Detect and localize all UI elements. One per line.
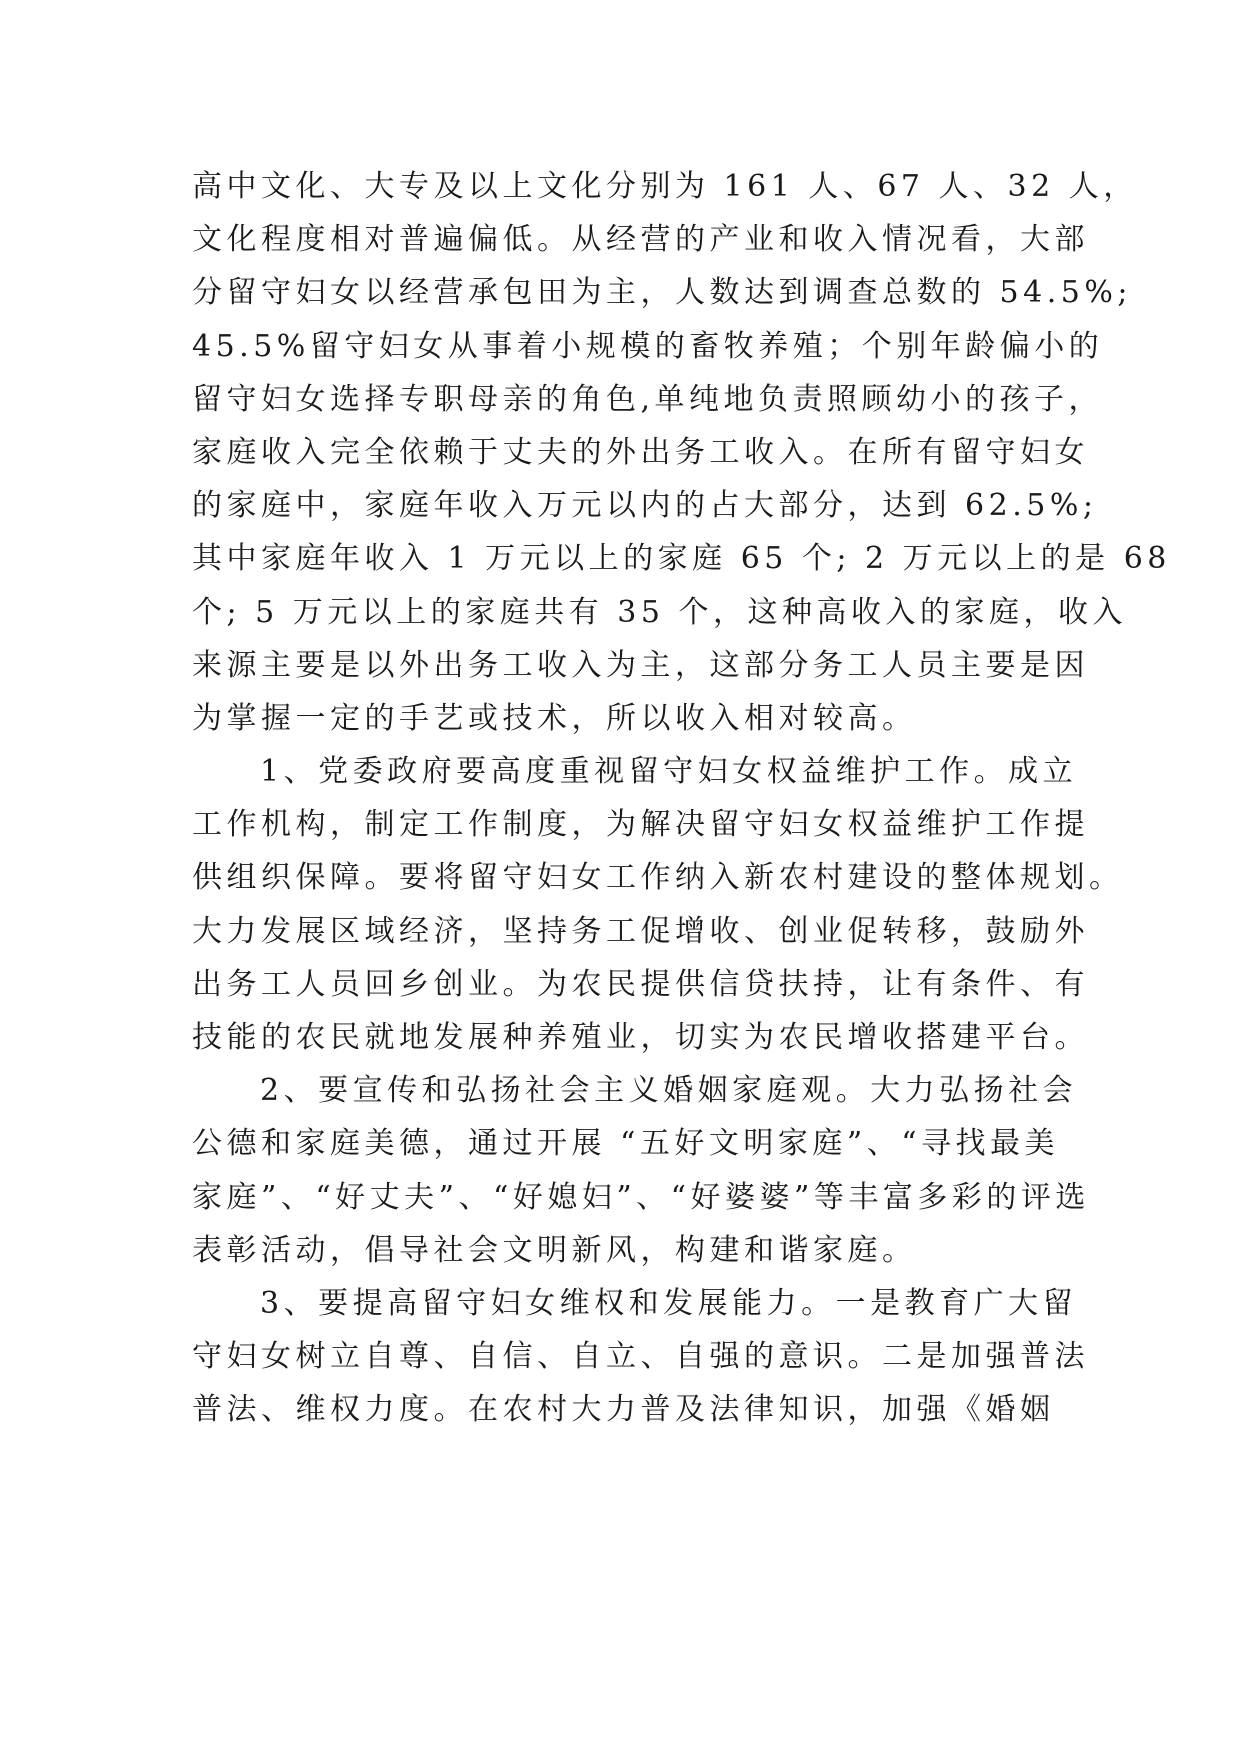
text-line: 出务工人员回乡创业。为农民提供信贷扶持，让有条件、有 xyxy=(192,966,1089,1002)
text-line: 分留守妇女以经营承包田为主，人数达到调查总数的 54.5%; xyxy=(192,275,1132,311)
text-line: 文化程度相对普遍偏低。从经营的产业和收入情况看，大部 xyxy=(192,222,1089,258)
text-line: 家庭”、“好丈夫”、“好媳妇”、“好婆婆”等丰富多彩的评选 xyxy=(192,1179,1090,1215)
paragraph-3-start: 3、要提高留守妇女维权和发展能力。一是教育广大留 xyxy=(260,1285,1078,1321)
text-line: 普法、维权力度。在农村大力普及法律知识，加强《婚姻 xyxy=(192,1392,1055,1428)
text-line: 其中家庭年收入 1 万元以上的家庭 65 个; 2 万元以上的是 68 xyxy=(192,541,1171,577)
paragraph-2-start: 2、要宣传和弘扬社会主义婚姻家庭观。大力弘扬社会 xyxy=(260,1073,1078,1109)
text-line: 留守妇女选择专职母亲的角色,单纯地负责照顾幼小的孩子， xyxy=(192,381,1104,417)
text-line: 45.5%留守妇女从事着小规模的畜牧养殖；个别年龄偏小的 xyxy=(192,328,1104,364)
text-line: 守妇女树立自尊、自信、自立、自强的意识。二是加强普法 xyxy=(192,1339,1089,1375)
paragraph-1-start: 1、党委政府要高度重视留守妇女权益维护工作。成立 xyxy=(260,754,1078,790)
text-line: 工作机构，制定工作制度，为解决留守妇女权益维护工作提 xyxy=(192,807,1089,843)
text-line: 的家庭中，家庭年收入万元以内的占大部分，达到 62.5%; xyxy=(192,488,1098,524)
text-line: 个; 5 万元以上的家庭共有 35 个，这种高收入的家庭，收入 xyxy=(192,594,1128,630)
text-line: 为掌握一定的手艺或技术，所以收入相对较高。 xyxy=(192,700,917,736)
text-line: 家庭收入完全依赖于丈夫的外出务工收入。在所有留守妇女 xyxy=(192,434,1089,470)
text-line: 公德和家庭美德，通过开展 “五好文明家庭”、“寻找最美 xyxy=(192,1126,1060,1162)
text-line: 来源主要是以外出务工收入为主，这部分务工人员主要是因 xyxy=(192,647,1089,683)
text-line: 表彰活动，倡导社会文明新风，构建和谐家庭。 xyxy=(192,1232,917,1268)
text-line: 供组织保障。要将留守妇女工作纳入新农村建设的整体规划。 xyxy=(192,860,1124,896)
body-text xyxy=(192,160,1171,1437)
text-line: 高中文化、大专及以上文化分别为 161 人、67 人、32 人， xyxy=(192,169,1138,204)
text-line: 技能的农民就地发展种养殖业，切实为农民增收搭建平台。 xyxy=(192,1020,1089,1055)
text-line: 大力发展区域经济，坚持务工促增收、创业促转移，鼓励外 xyxy=(192,913,1089,949)
